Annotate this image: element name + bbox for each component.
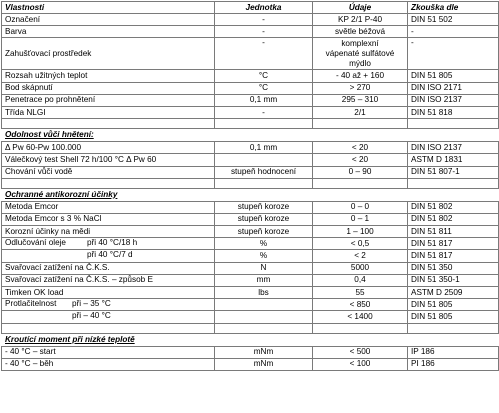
table-row: [2, 238, 499, 250]
table-row: [2, 287, 499, 299]
spacer-row: [2, 119, 499, 129]
row-unit: [215, 154, 313, 166]
table-row: [2, 26, 499, 38]
row-standard: DIN 51 502: [408, 14, 499, 26]
row-property: Penetrace po prohnětení: [2, 94, 215, 106]
property-condition: při – 35 °C: [72, 299, 111, 309]
row-unit: stupeň hodnocení: [215, 166, 313, 178]
table-row: [2, 262, 499, 274]
row-unit: N: [215, 262, 313, 274]
spacer-row: [2, 323, 499, 333]
row-unit: -: [215, 14, 313, 26]
row-standard: DIN ISO 2171: [408, 82, 499, 94]
section-title-row: [2, 188, 499, 201]
row-standard: ASTM D 2509: [408, 287, 499, 299]
row-property: Zahušťovací prostředek: [2, 38, 215, 70]
row-standard: IP 186: [408, 346, 499, 358]
section-title-corrosion: Ochranné antikorozní účinky: [2, 188, 499, 201]
row-standard: PI 186: [408, 358, 499, 370]
row-standard: -: [408, 26, 499, 38]
table-row: [2, 38, 499, 70]
row-value: 0 – 1: [313, 213, 408, 225]
row-value: < 850: [313, 299, 408, 311]
section-title-torque: Kroutící moment při nízké teplotě: [2, 333, 499, 346]
row-property: Označení: [2, 14, 215, 26]
row-value: < 20: [313, 142, 408, 154]
table-row: [2, 106, 499, 118]
row-property: Svařovací zatížení na Č.K.S.: [2, 262, 215, 274]
row-value: 1 – 100: [313, 226, 408, 238]
row-property: Korozní účinky na mědi: [2, 226, 215, 238]
row-property: [2, 238, 215, 250]
row-standard: DIN 51 805: [408, 311, 499, 323]
row-value: 0,4: [313, 274, 408, 286]
row-value: 0 – 0: [313, 201, 408, 213]
spacer-row: [2, 178, 499, 188]
table-row: [2, 250, 499, 262]
value-line: vápenaté sulfátové: [325, 48, 395, 58]
header-value: Údaje: [313, 2, 408, 14]
row-standard: DIN 51 817: [408, 238, 499, 250]
row-property: Bod skápnutí: [2, 82, 215, 94]
row-unit: stupeň koroze: [215, 226, 313, 238]
table-row: [2, 226, 499, 238]
row-value: 5000: [313, 262, 408, 274]
row-property: - 40 °C – běh: [2, 358, 215, 370]
row-unit: stupeň koroze: [215, 201, 313, 213]
property-condition: při 40 °C/7 d: [87, 250, 133, 260]
row-unit: -: [215, 26, 313, 38]
row-unit: -: [215, 38, 313, 70]
row-value: < 20: [313, 154, 408, 166]
property-condition: při 40 °C/18 h: [87, 238, 138, 248]
row-property: [2, 299, 215, 311]
row-property: [2, 311, 215, 323]
header-unit: Jednotka: [215, 2, 313, 14]
row-property: Chování vůči vodě: [2, 166, 215, 178]
row-property: [2, 250, 215, 262]
row-unit: [215, 311, 313, 323]
row-value: < 0,5: [313, 238, 408, 250]
row-standard: DIN ISO 2137: [408, 142, 499, 154]
row-standard: DIN 51 818: [408, 106, 499, 118]
row-value: > 270: [313, 82, 408, 94]
section-title-kneading: Odolnost vůči hnětení:: [2, 129, 499, 142]
header-standard: Zkouška dle: [408, 2, 499, 14]
property-condition: při – 40 °C: [72, 311, 111, 321]
table-row: [2, 14, 499, 26]
row-property: Metoda Emcor s 3 % NaCl: [2, 213, 215, 225]
table-row: [2, 274, 499, 286]
property-label: Protlačitelnost: [5, 299, 57, 309]
table-header-row: [2, 2, 499, 14]
row-standard: -: [408, 38, 499, 70]
row-unit: mNm: [215, 358, 313, 370]
properties-table: [1, 1, 499, 371]
row-value: - 40 až + 160: [313, 70, 408, 82]
table-row: [2, 94, 499, 106]
table-row: [2, 311, 499, 323]
row-standard: DIN ISO 2137: [408, 94, 499, 106]
row-value: KP 2/1 P-40: [313, 14, 408, 26]
row-unit: %: [215, 250, 313, 262]
row-value: 55: [313, 287, 408, 299]
row-unit: stupeň koroze: [215, 213, 313, 225]
section-title-row: [2, 333, 499, 346]
row-unit: mm: [215, 274, 313, 286]
row-standard: DIN 51 807-1: [408, 166, 499, 178]
row-property: Válečkový test Shell 72 h/100 °C Δ Pw 60: [2, 154, 215, 166]
row-unit: °C: [215, 82, 313, 94]
property-label: Odlučování oleje: [5, 238, 66, 248]
row-standard: DIN 51 802: [408, 201, 499, 213]
row-standard: ASTM D 1831: [408, 154, 499, 166]
row-unit: [215, 299, 313, 311]
row-unit: °C: [215, 70, 313, 82]
table-row: [2, 166, 499, 178]
table-row: [2, 154, 499, 166]
row-value: < 1400: [313, 311, 408, 323]
table-row: [2, 201, 499, 213]
row-standard: DIN 51 817: [408, 250, 499, 262]
row-property: Svařovací zatížení na Č.K.S. – způsob E: [2, 274, 215, 286]
row-value: 295 – 310: [313, 94, 408, 106]
table-row: [2, 358, 499, 370]
table-row: [2, 346, 499, 358]
row-unit: %: [215, 238, 313, 250]
row-property: Rozsah užitných teplot: [2, 70, 215, 82]
row-property: Δ Pw 60-Pw 100.000: [2, 142, 215, 154]
row-property: Třída NLGI: [2, 106, 215, 118]
header-property: Vlastnosti: [2, 2, 215, 14]
row-value: světle béžová: [313, 26, 408, 38]
row-property: Metoda Emcor: [2, 201, 215, 213]
row-standard: DIN 51 350: [408, 262, 499, 274]
row-standard: DIN 51 811: [408, 226, 499, 238]
row-property: Timken OK load: [2, 287, 215, 299]
row-property: - 40 °C – start: [2, 346, 215, 358]
row-value: < 100: [313, 358, 408, 370]
row-property: Barva: [2, 26, 215, 38]
row-value: < 500: [313, 346, 408, 358]
row-value: < 2: [313, 250, 408, 262]
value-line: komplexní: [341, 38, 379, 48]
table-row: [2, 142, 499, 154]
row-unit: mNm: [215, 346, 313, 358]
section-title-row: [2, 129, 499, 142]
properties-table-wrapper: [1, 1, 498, 371]
value-line: mýdlo: [349, 58, 371, 68]
row-standard: DIN 51 802: [408, 213, 499, 225]
table-row: [2, 213, 499, 225]
row-unit: lbs: [215, 287, 313, 299]
row-standard: DIN 51 350-1: [408, 274, 499, 286]
table-row: [2, 299, 499, 311]
row-unit: 0,1 mm: [215, 142, 313, 154]
table-row: [2, 70, 499, 82]
row-standard: DIN 51 805: [408, 70, 499, 82]
row-unit: 0,1 mm: [215, 94, 313, 106]
row-value: [313, 38, 408, 70]
row-value: 2/1: [313, 106, 408, 118]
table-row: [2, 82, 499, 94]
row-value: 0 – 90: [313, 166, 408, 178]
row-standard: DIN 51 805: [408, 299, 499, 311]
row-unit: -: [215, 106, 313, 118]
